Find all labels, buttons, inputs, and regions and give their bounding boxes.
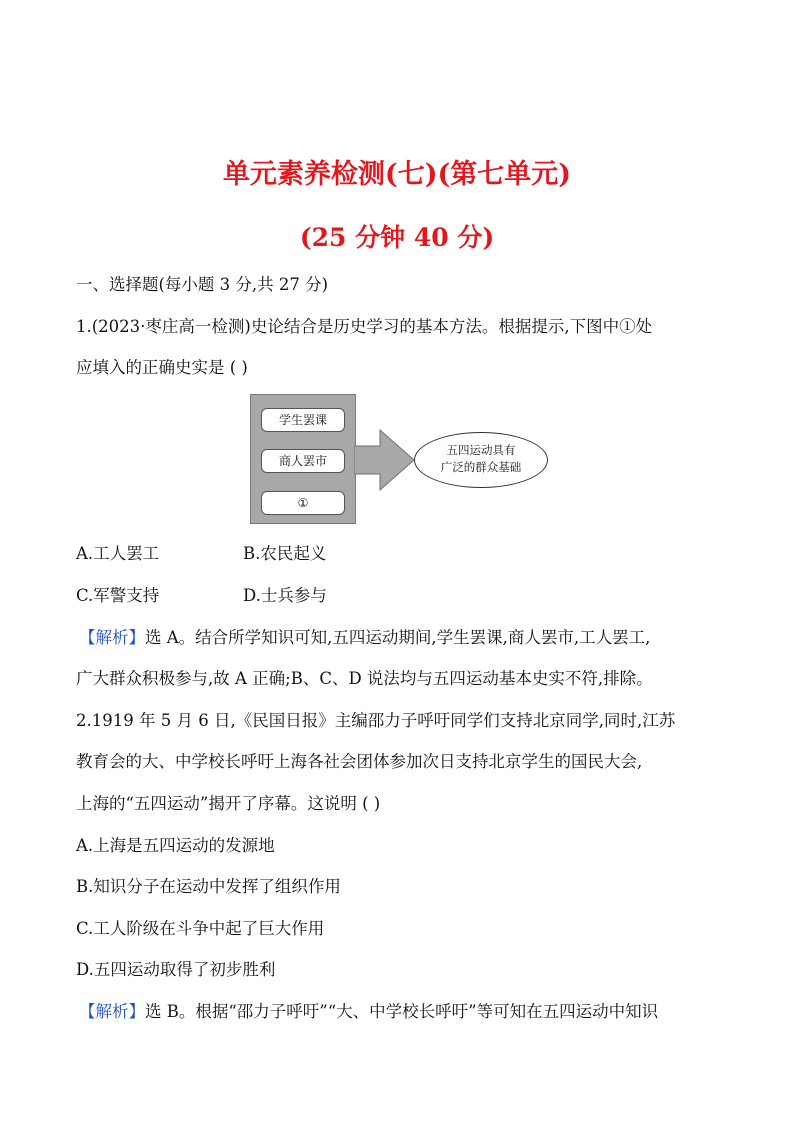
q1-analysis-lead: 选 A。	[145, 628, 196, 647]
q2-option-a: A.上海是五四运动的发源地	[76, 836, 275, 855]
q2-option-d: D.五四运动取得了初步胜利	[76, 960, 276, 979]
diagram-result-line1: 五四运动具有	[446, 443, 516, 457]
q2-analysis-text1: 根据“邵力子呼吁”“大、中学校长呼吁”等可知在五四运动中知识	[195, 1002, 659, 1021]
q1-option-d: D.士兵参与	[243, 586, 327, 605]
q1-analysis-line2: 广大群众积极参与,故 A 正确;B、C、D 说法均与五四运动基本史实不符,排除。	[76, 669, 653, 688]
q2-stem-line3: 上海的“五四运动”揭开了序幕。这说明 ( )	[76, 794, 381, 813]
q1-diagram	[250, 394, 550, 526]
q2-option-b: B.知识分子在运动中发挥了组织作用	[76, 877, 341, 896]
diagram-result-ellipse	[414, 432, 548, 488]
q1-analysis-tag: 【解析】	[79, 628, 145, 647]
q1-stem-line2: 应填入的正确史实是 ( )	[76, 358, 248, 377]
diagram-result-line2: 广泛的群众基础	[440, 460, 522, 474]
diagram-box-blank: ①	[261, 491, 345, 515]
q1-option-a: A.工人罢工	[76, 544, 160, 563]
q2-analysis-line1	[79, 1001, 658, 1023]
page-subtitle: (25 分钟 40 分)	[299, 223, 495, 252]
q1-option-c: C.军警支持	[76, 586, 160, 605]
q2-analysis-lead: 选 B。	[145, 1002, 196, 1021]
q1-analysis-line1	[79, 627, 650, 649]
section-heading: 一、选择题(每小题 3 分,共 27 分)	[76, 275, 329, 294]
q1-option-b: B.农民起义	[243, 544, 327, 563]
diagram-arrow-icon	[354, 428, 416, 492]
page-title: 单元素养检测(七)(第七单元)	[222, 159, 572, 190]
q2-stem-line2: 教育会的大、中学校长呼吁上海各社会团体参加次日支持北京学生的国民大会,	[76, 752, 643, 771]
q1-stem-line1: 1.(2023·枣庄高一检测)史论结合是历史学习的基本方法。根据提示,下图中①处	[76, 317, 653, 336]
q1-analysis-text1: 结合所学知识可知,五四运动期间,学生罢课,商人罢市,工人罢工,	[195, 628, 651, 647]
q2-option-c: C.工人阶级在斗争中起了巨大作用	[76, 919, 325, 938]
q2-analysis-tag: 【解析】	[79, 1002, 145, 1021]
q2-stem-line1: 2.1919 年 5 月 6 日,《民国日报》主编邵力子呼吁同学们支持北京同学,同时,江苏	[76, 711, 676, 730]
diagram-box-merchant-strike: 商人罢市	[261, 449, 345, 473]
diagram-box-student-strike: 学生罢课	[261, 408, 345, 432]
diagram-panel	[250, 394, 356, 524]
